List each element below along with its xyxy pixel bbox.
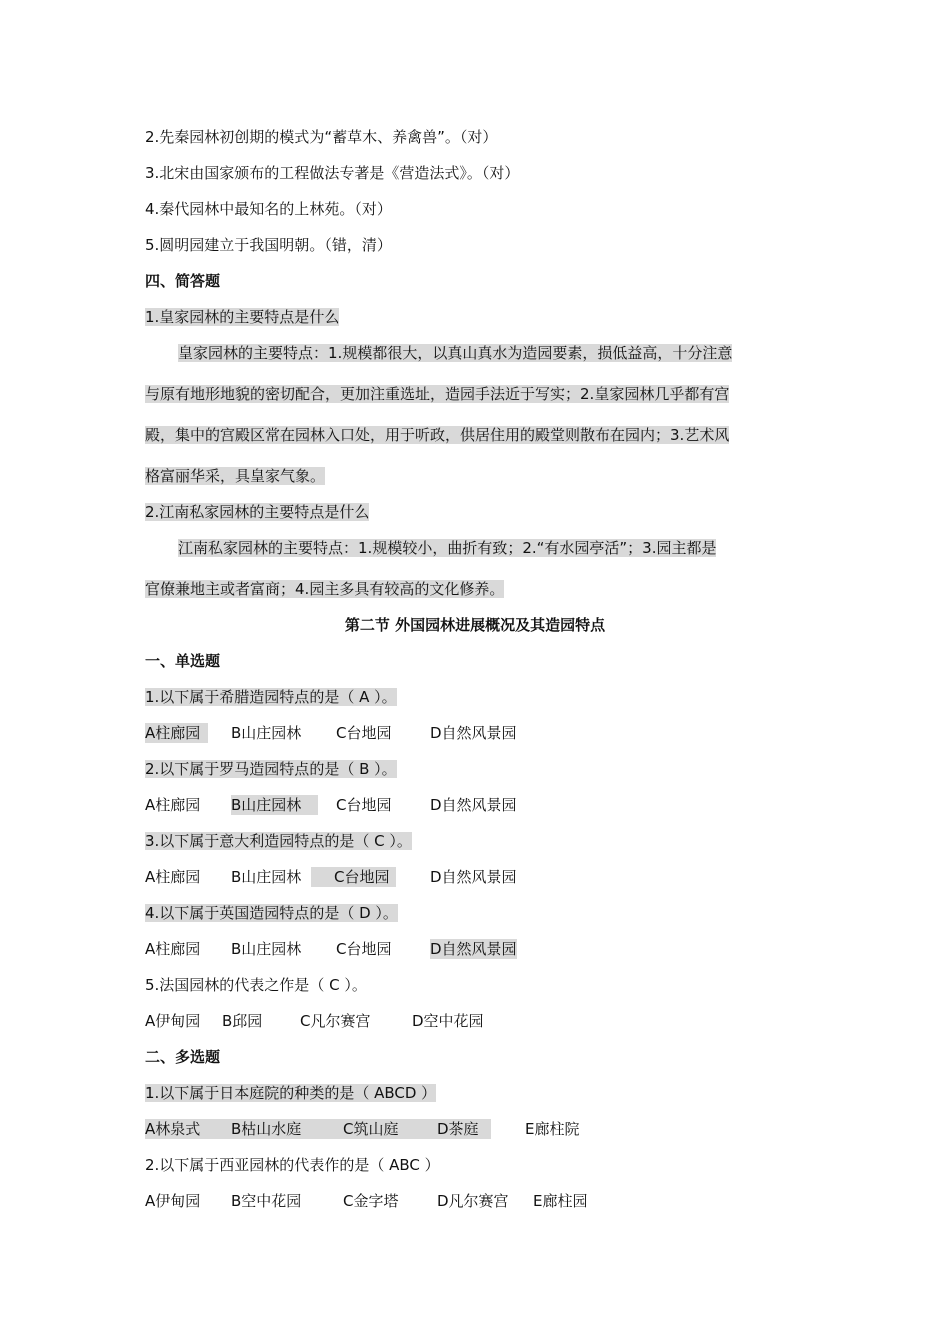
multi-options-1 bbox=[145, 1119, 579, 1139]
option-d: D凡尔赛宫 bbox=[437, 1192, 509, 1210]
option-b: B山庄园林 bbox=[231, 940, 302, 958]
answer-1-line-2: 与原有地形地貌的密切配合，更加注重选址，造园手法近于写实；2.皇家园林几乎都有宫 bbox=[145, 385, 730, 403]
option-a: A柱廊园 bbox=[145, 940, 201, 958]
multi-question-2: 2.以下属于西亚园林的代表作的是（ ABC ） bbox=[145, 1156, 440, 1174]
option-d: D茶庭 bbox=[437, 1120, 479, 1138]
option-b: B山庄园林 bbox=[231, 795, 318, 815]
option-d: D空中花园 bbox=[412, 1012, 484, 1030]
single-question-1: 1.以下属于希腊造园特点的是（ A ）。 bbox=[145, 688, 397, 706]
answer-1-line-1: 皇家园林的主要特点：1.规模都很大，以真山真水为造园要素，损低益高，十分注意 bbox=[178, 344, 733, 362]
single-options-4 bbox=[145, 939, 517, 959]
option-c: C凡尔赛宫 bbox=[300, 1012, 371, 1030]
option-d: D自然风景园 bbox=[430, 796, 517, 814]
option-d: D自然风景园 bbox=[430, 724, 517, 742]
section-heading-short-answer: 四、简答题 bbox=[145, 272, 221, 290]
single-options-1 bbox=[145, 723, 517, 743]
section-heading-multiple-choice: 二、多选题 bbox=[145, 1048, 221, 1066]
single-options-5 bbox=[145, 1011, 484, 1031]
short-answer-question-1: 1.皇家园林的主要特点是什么 bbox=[145, 308, 340, 326]
option-b: B邱园 bbox=[222, 1012, 263, 1030]
option-a: A柱廊园 bbox=[145, 796, 201, 814]
single-question-2: 2.以下属于罗马造园特点的是（ B ）。 bbox=[145, 760, 397, 778]
option-a: A柱廊园 bbox=[145, 868, 201, 886]
option-c: C台地园 bbox=[336, 724, 392, 742]
tf-item-5: 5.圆明园建立于我国明朝。（错，清） bbox=[145, 236, 392, 254]
answer-2-line-2: 官僚兼地主或者富商；4.园主多具有较高的文化修养。 bbox=[145, 580, 505, 598]
option-c: C筑山庭 bbox=[343, 1120, 399, 1138]
option-d: D自然风景园 bbox=[430, 940, 517, 958]
answer-1-line-3: 殿，集中的宫殿区常在园林入口处，用于听政，供居住用的殿堂则散布在园内；3.艺术风 bbox=[145, 426, 730, 444]
option-d: D自然风景园 bbox=[430, 868, 517, 886]
option-e: E廊柱园 bbox=[533, 1192, 588, 1210]
option-e: E廊柱院 bbox=[525, 1120, 580, 1138]
tf-item-4: 4.秦代园林中最知名的上林苑。（对） bbox=[145, 200, 392, 218]
single-question-5: 5.法国园林的代表之作是（ C ）。 bbox=[145, 976, 367, 994]
chapter-heading: 第二节 外国园林进展概况及其造园特点 bbox=[344, 616, 606, 634]
answer-2-line-1: 江南私家园林的主要特点：1.规模较小，曲折有致；2.“有水园亭活”；3.园主都是 bbox=[178, 539, 717, 557]
single-options-2 bbox=[145, 795, 517, 815]
multi-question-1: 1.以下属于日本庭院的种类的是（ ABCD ） bbox=[145, 1084, 437, 1102]
short-answer-question-2: 2.江南私家园林的主要特点是什么 bbox=[145, 503, 370, 521]
options-highlight bbox=[145, 1119, 491, 1139]
single-question-3: 3.以下属于意大利造园特点的是（ C ）。 bbox=[145, 832, 412, 850]
option-c: C金字塔 bbox=[343, 1192, 399, 1210]
tf-item-3: 3.北宋由国家颁布的工程做法专著是《营造法式》。（对） bbox=[145, 164, 520, 182]
option-a: A柱廊园 bbox=[145, 723, 208, 743]
option-c: C台地园 bbox=[311, 867, 396, 887]
option-b: B山庄园林 bbox=[231, 868, 302, 886]
single-question-4: 4.以下属于英国造园特点的是（ D ）。 bbox=[145, 904, 398, 922]
single-options-3 bbox=[145, 867, 517, 887]
option-b: B枯山水庭 bbox=[231, 1120, 302, 1138]
option-c: C台地园 bbox=[336, 796, 392, 814]
tf-item-2: 2.先秦园林初创期的模式为“蓄草木、养禽兽”。（对） bbox=[145, 128, 498, 146]
option-a: A伊甸园 bbox=[145, 1012, 201, 1030]
option-b: B空中花园 bbox=[231, 1192, 302, 1210]
option-b: B山庄园林 bbox=[231, 724, 302, 742]
multi-options-2 bbox=[145, 1191, 587, 1211]
answer-1-line-4: 格富丽华采，具皇家气象。 bbox=[145, 467, 326, 485]
option-c: C台地园 bbox=[336, 940, 392, 958]
option-a: A伊甸园 bbox=[145, 1192, 201, 1210]
option-a: A林泉式 bbox=[145, 1120, 201, 1138]
section-heading-single-choice: 一、单选题 bbox=[145, 652, 221, 670]
